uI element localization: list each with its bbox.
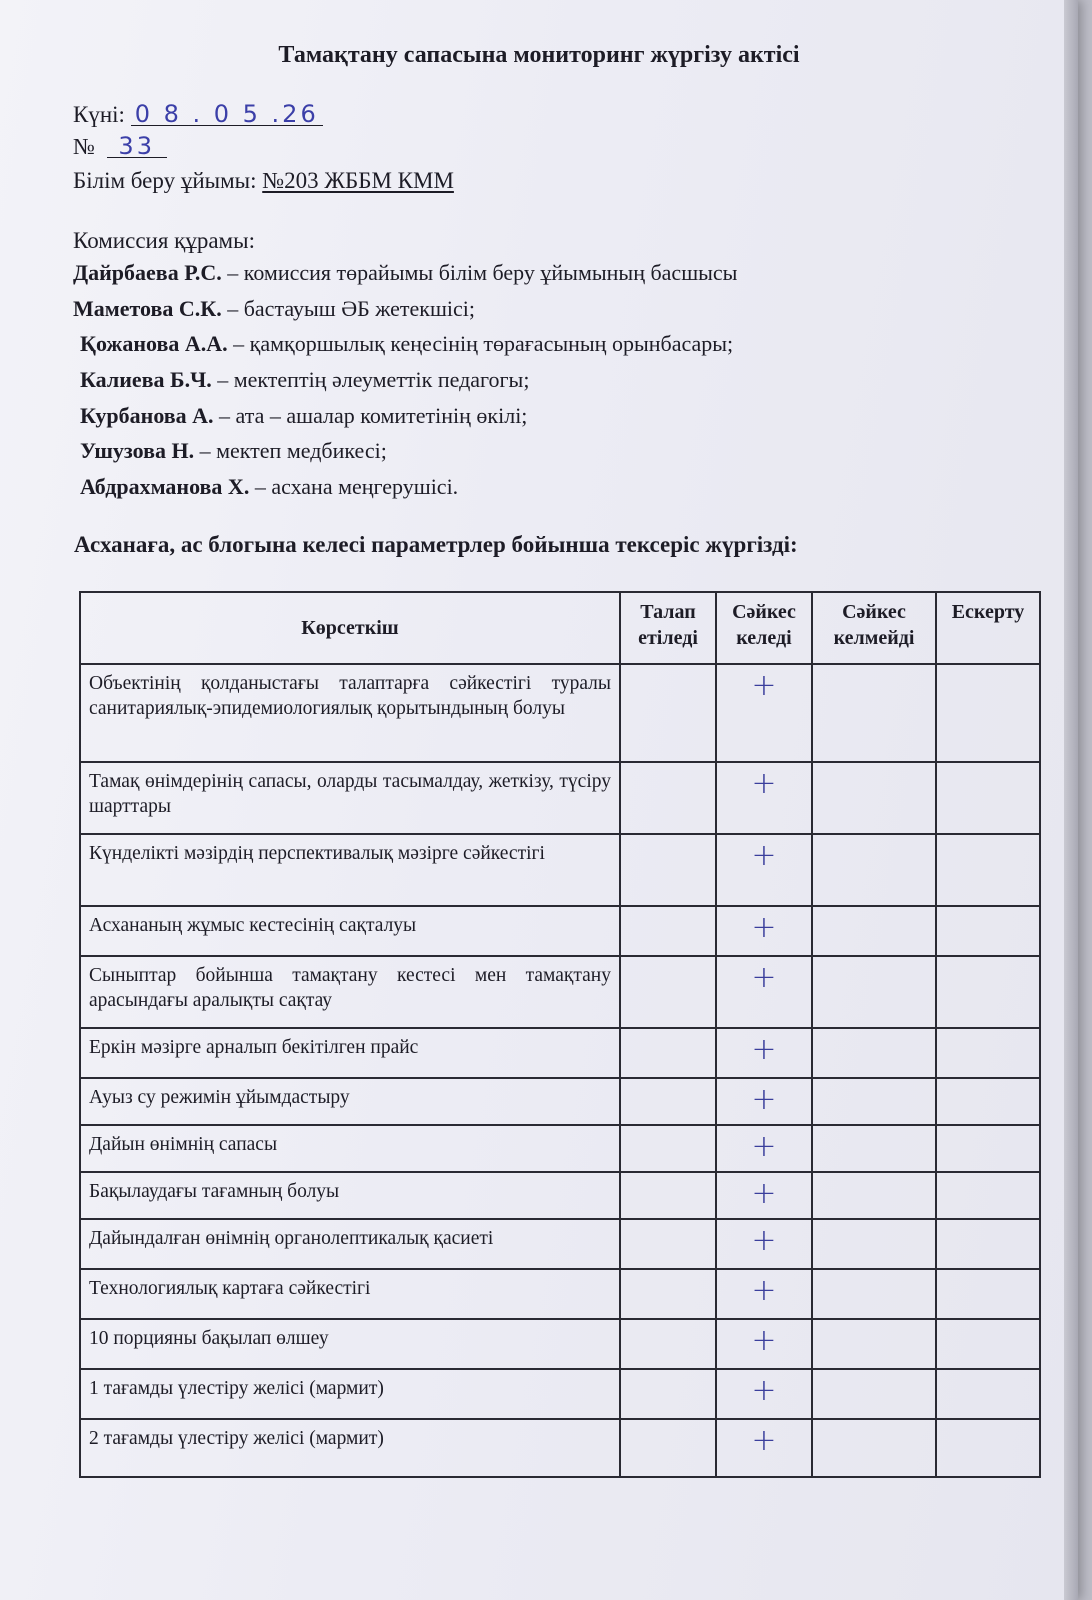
organization-value: №203 ЖББМ КММ: [262, 168, 454, 193]
note-cell: [936, 1219, 1040, 1269]
member-name: Дайрбаева Р.С.: [73, 260, 222, 285]
member-role: – мектептің әлеуметтік педагогы;: [211, 367, 530, 392]
matches-cell: [716, 664, 812, 762]
column-header-indicator: Көрсеткіш: [80, 592, 620, 664]
indicator-cell: Тамақ өнімдерінің сапасы, оларды тасымалдау, жеткізу, түсіру шарттары: [80, 762, 620, 834]
table-row: [80, 1172, 1040, 1219]
required-cell: [620, 956, 716, 1028]
required-cell: [620, 762, 716, 834]
check-mark: +: [751, 1273, 777, 1308]
indicator-cell: Дайындалған өнімнің органолептикалық қасиеті: [80, 1219, 620, 1269]
note-cell: [936, 906, 1040, 956]
matches-cell: [716, 956, 812, 1028]
commission-member: [80, 403, 527, 429]
matches-cell: [716, 1369, 812, 1419]
inspection-table: [79, 591, 1041, 1478]
table-row: [80, 1419, 1040, 1477]
table-row: [80, 956, 1040, 1028]
note-cell: [936, 834, 1040, 906]
matches-cell: [716, 1172, 812, 1219]
check-mark: +: [751, 766, 777, 801]
commission-member: [80, 331, 733, 357]
table-body: [80, 664, 1040, 1477]
required-cell: [620, 1078, 716, 1125]
indicator-cell: Ауыз су режимін ұйымдастыру: [80, 1078, 620, 1125]
date-label: Күні:: [73, 102, 125, 127]
check-mark: +: [751, 1373, 777, 1408]
not-matches-cell: [812, 1269, 936, 1319]
note-cell: [936, 1172, 1040, 1219]
check-mark: +: [751, 838, 777, 873]
required-cell: [620, 1369, 716, 1419]
indicator-cell: Дайын өнімнің сапасы: [80, 1125, 620, 1172]
table-row: [80, 834, 1040, 906]
indicator-cell: Күнделікті мәзірдің перспективалық мәзірге сәйкестігі: [80, 834, 620, 906]
commission-label: Комиссия құрамы:: [73, 228, 255, 253]
member-name: Маметова С.К.: [73, 296, 222, 321]
not-matches-cell: [812, 1319, 936, 1369]
required-cell: [620, 834, 716, 906]
not-matches-cell: [812, 1369, 936, 1419]
check-mark: +: [751, 1423, 777, 1458]
required-cell: [620, 1419, 716, 1477]
not-matches-cell: [812, 956, 936, 1028]
not-matches-cell: [812, 1172, 936, 1219]
organization-line: [73, 168, 454, 194]
check-mark: +: [751, 668, 777, 703]
member-role: – бастауыш ӘБ жетекшісі;: [221, 296, 475, 321]
check-mark: +: [751, 1082, 777, 1117]
table-row: [80, 1125, 1040, 1172]
check-mark: +: [751, 910, 777, 945]
note-cell: [936, 1419, 1040, 1477]
note-cell: [936, 1028, 1040, 1078]
required-cell: [620, 1172, 716, 1219]
matches-cell: [716, 906, 812, 956]
check-mark: +: [751, 1129, 777, 1164]
page-edge: [1064, 0, 1078, 1600]
number-line: [73, 134, 167, 160]
matches-cell: [716, 1125, 812, 1172]
not-matches-cell: [812, 1219, 936, 1269]
not-matches-cell: [812, 1419, 936, 1477]
number-label: №: [73, 134, 95, 159]
check-mark: +: [751, 1176, 777, 1211]
column-header-matches: Сәйкес келеді: [716, 592, 812, 664]
not-matches-cell: [812, 1028, 936, 1078]
matches-cell: [716, 1028, 812, 1078]
member-role: – мектеп медбикесі;: [194, 438, 387, 463]
note-cell: [936, 762, 1040, 834]
not-matches-cell: [812, 664, 936, 762]
note-cell: [936, 1125, 1040, 1172]
table-row: [80, 664, 1040, 762]
required-cell: [620, 1319, 716, 1369]
date-line: [73, 102, 323, 128]
check-mark: +: [751, 1223, 777, 1258]
check-mark: +: [751, 1323, 777, 1358]
commission-member: [80, 474, 458, 500]
matches-cell: [716, 762, 812, 834]
indicator-cell: 2 тағамды үлестіру желісі (мармит): [80, 1419, 620, 1477]
matches-cell: [716, 834, 812, 906]
indicator-cell: 10 порцияны бақылап өлшеу: [80, 1319, 620, 1369]
check-mark: +: [751, 1032, 777, 1067]
matches-cell: [716, 1419, 812, 1477]
member-name: Ушузова Н.: [80, 438, 195, 463]
commission-member: [73, 296, 475, 322]
column-header-note: Ескерту: [936, 592, 1040, 664]
date-value: 0 8 . 0 5 .26: [131, 103, 323, 126]
required-cell: [620, 1219, 716, 1269]
note-cell: [936, 1319, 1040, 1369]
member-name: Абдрахманова Х.: [80, 474, 250, 499]
table-row: [80, 1219, 1040, 1269]
required-cell: [620, 1125, 716, 1172]
matches-cell: [716, 1319, 812, 1369]
column-header-required: Талап етіледі: [620, 592, 716, 664]
not-matches-cell: [812, 906, 936, 956]
table-row: [80, 762, 1040, 834]
indicator-cell: Объектінің қолданыстағы талаптарға сәйкестігі туралы санитариялық-эпидемиологиялық қорытындының болуы: [80, 664, 620, 762]
not-matches-cell: [812, 762, 936, 834]
member-role: – ата – ашалар комитетінің өкілі;: [213, 403, 528, 428]
not-matches-cell: [812, 1078, 936, 1125]
table-row: [80, 1369, 1040, 1419]
table-row: [80, 1269, 1040, 1319]
commission-member: [80, 438, 387, 464]
not-matches-cell: [812, 834, 936, 906]
indicator-cell: 1 тағамды үлестіру желісі (мармит): [80, 1369, 620, 1419]
member-name: Қожанова А.А.: [80, 331, 228, 356]
column-header-not-matches: Сәйкес келмейді: [812, 592, 936, 664]
not-matches-cell: [812, 1125, 936, 1172]
document-title: Тамақтану сапасына мониторинг жүргізу актісі: [278, 42, 800, 68]
table-row: [80, 1028, 1040, 1078]
commission-member: [73, 260, 737, 286]
member-role: – қамқоршылық кеңесінің төрағасының орынбасары;: [227, 331, 734, 356]
member-role: – комиссия төрайымы білім беру ұйымының басшысы: [221, 260, 738, 285]
required-cell: [620, 1269, 716, 1319]
required-cell: [620, 664, 716, 762]
check-mark: +: [751, 960, 777, 995]
indicator-cell: Асхананың жұмыс кестесінің сақталуы: [80, 906, 620, 956]
organization-label: Білім беру ұйымы:: [73, 168, 257, 193]
note-cell: [936, 1269, 1040, 1319]
indicator-cell: Бақылаудағы тағамның болуы: [80, 1172, 620, 1219]
note-cell: [936, 664, 1040, 762]
note-cell: [936, 956, 1040, 1028]
required-cell: [620, 1028, 716, 1078]
indicator-cell: Технологиялық картаға сәйкестігі: [80, 1269, 620, 1319]
table-row: [80, 1319, 1040, 1369]
section-title: Асханаға, ас блогына келесі параметрлер бойынша тексеріс жүргізді:: [74, 532, 798, 557]
table-row: [80, 906, 1040, 956]
number-value: 33: [107, 135, 167, 158]
commission-member: [80, 367, 529, 393]
member-name: Курбанова А.: [80, 403, 214, 428]
indicator-cell: Еркін мәзірге арналып бекітілген прайс: [80, 1028, 620, 1078]
required-cell: [620, 906, 716, 956]
matches-cell: [716, 1078, 812, 1125]
member-role: – асхана меңгерушісі.: [249, 474, 459, 499]
table-row: [80, 1078, 1040, 1125]
matches-cell: [716, 1269, 812, 1319]
member-name: Калиева Б.Ч.: [80, 367, 212, 392]
table-header-row: [80, 592, 1040, 664]
note-cell: [936, 1369, 1040, 1419]
matches-cell: [716, 1219, 812, 1269]
note-cell: [936, 1078, 1040, 1125]
indicator-cell: Сыныптар бойынша тамақтану кестесі мен тамақтану арасындағы аралықты сақтау: [80, 956, 620, 1028]
